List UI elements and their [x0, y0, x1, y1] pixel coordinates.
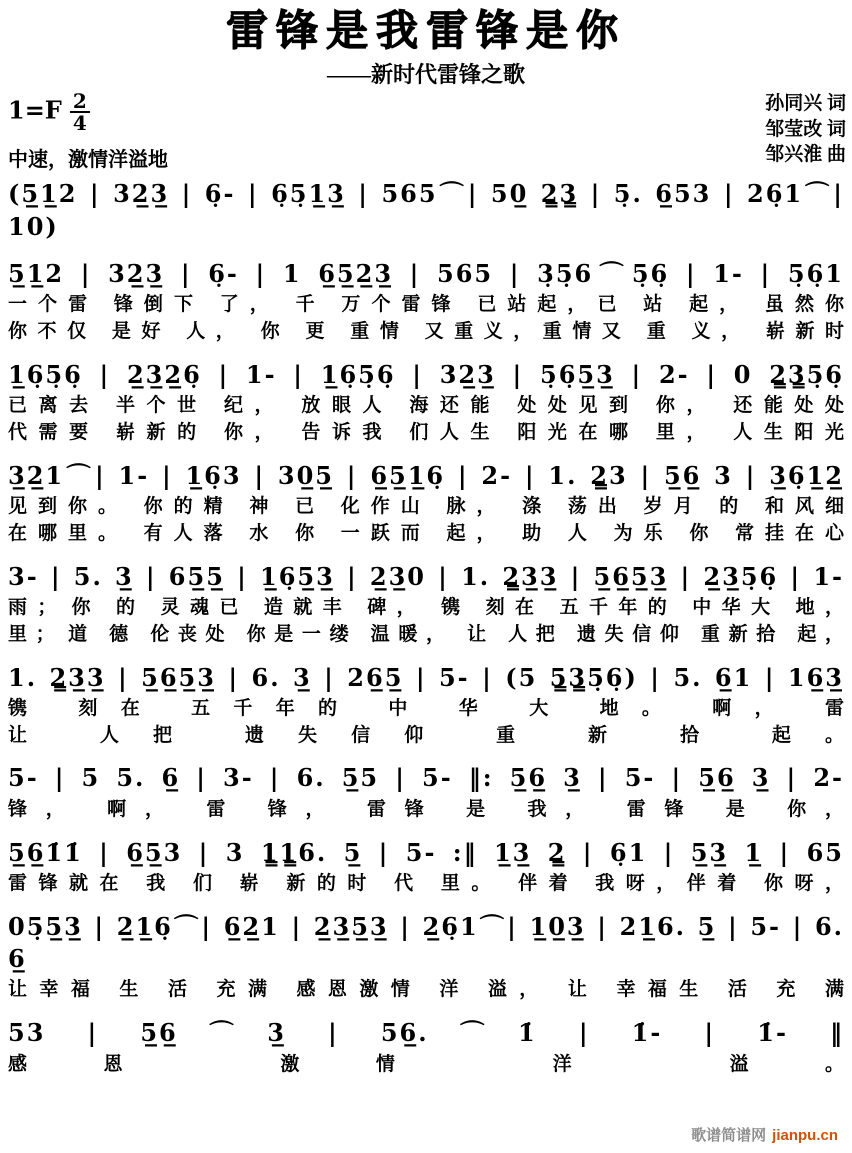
meta-row [0, 89, 852, 172]
jianpu-notation-line: (5̲1̲2 | 32̲3̲ | 6̣- | 6̣5̣1̲3̲ | 565⌒| 50̲ 2̳3̳ | 5̣. 6̲53 | 26̣1⌒| 10) [8, 179, 844, 241]
lyrics-block [8, 872, 844, 896]
notation-systems [0, 172, 852, 1076]
jianpu-notation-line: 3- | 5. 3̲ | 65̲5̲ | 1̲6̣5̲3̲ | 2̲3̲0 | 1. 2̳3̲3̲ | 5̲6̲5̲3̲ | 2̲3̲5̣6̣ | 1- [8, 561, 844, 591]
lyric-line: 在哪里。 有人落 水 你 一跃而 起， 助 人 为乐 你 常挂在心 [8, 522, 844, 544]
time-signature-numerator: 2 [70, 91, 90, 113]
lyrics-block [8, 978, 844, 1002]
key-signature-text: 1=F [8, 95, 62, 125]
lyrics-block [8, 293, 844, 344]
credit-line: 邹莹改 词 [765, 118, 846, 140]
music-system [8, 178, 844, 243]
music-system [8, 561, 844, 647]
music-system [8, 662, 844, 748]
jianpu-notation-line: 5̲6̲1̇1̇ | 6̲5̲3 | 3 1̳1̳6. 5̲ | 5- :‖ 1̲3̲ 2̳ | 6̣1 | 5̲3̲ 1̲ | 65 [8, 837, 844, 867]
credits-block [765, 91, 846, 168]
credit-line: 孙同兴 词 [765, 93, 846, 115]
jianpu-notation-line: 3̲2̲1⌒| 1- | 1̲6̣3 | 30̲5̲ | 6̲5̲1̲6̣ | 2- | 1. 2̳3 | 5̲6̲ 3 | 3̲6̣1̲2̲ [8, 460, 844, 490]
lyric-line: 锋， 啊， 雷 锋， 雷锋 是 我， 雷锋 是 你， [8, 798, 844, 820]
lyric-line: 让 人把 遗失信仰 重 新 拾 起。 [8, 724, 844, 746]
lyrics-block [8, 596, 844, 647]
jianpu-notation-line: 5̲1̲2 | 32̲3̲ | 6̣- | 1 6̲5̲2̲3̲ | 565 | 3̣5̣6⌒5̣6̣ | 1- | 5̣6̣1 [8, 258, 844, 288]
music-system [8, 359, 844, 445]
lyric-line: 你不仅 是好 人， 你 更 重情 又重义，重情又 重 义， 崭新时 [8, 321, 844, 343]
lyric-line: 已离去 半个世 纪， 放眼人 海还能 处处见到 你， 还能处处 [8, 395, 844, 417]
lyric-line: 镌 刻在 五千年的 中 华 大 地。 啊， 雷 [8, 697, 844, 719]
jianpu-notation-line: 53 | 5̲6̲⌒3̲ | 56̲.⌒1̇ | 1̇- | 1̇- ‖ [8, 1018, 844, 1048]
lyrics-block [8, 697, 844, 748]
lyric-line: 里； 道 德 伦丧处 你是一缕 温暖， 让 人把 遗失信仰 重新拾 起， [8, 623, 844, 645]
music-system [8, 258, 844, 344]
music-system [8, 1017, 844, 1076]
jianpu-notation-line: 1. 2̳3̲3̲ | 5̲6̲5̲3̲ | 6. 3̲ | 26̲5̲ | 5- | (5 5̳3̳5̣6̣) | 5. 6̲1 | 16̲3̲ [8, 662, 844, 692]
watermark [691, 1124, 838, 1145]
song-title: 雷锋是我雷锋是你 [225, 6, 626, 55]
lyrics-block [8, 495, 844, 546]
music-system [8, 460, 844, 546]
lyric-line: 感恩 激情 洋 溢。 [8, 1053, 844, 1075]
jianpu-notation-line: 1̲6̣5̣6̣ | 2̲3̲2̲6̣ | 1- | 1̲6̣5̣6̣ | 32̲3̲ | 5̣6̣5̲3̲ | 2- | 0 2̳3̳5̣6̣ [8, 359, 844, 389]
music-system [8, 762, 844, 821]
time-signature [70, 89, 90, 136]
lyrics-block [8, 798, 844, 822]
watermark-site-name: 歌谱简谱网 [691, 1127, 767, 1144]
jianpu-notation-line: 5- | 5 5. 6̲ | 3- | 6. 5̲5 | 5- ‖: 5̲6̲ 3̲ | 5- | 5̲6̲ 3̲ | 2- [8, 763, 844, 793]
lyric-line: 一个雷 锋倒下 了， 千 万个雷锋 已站起，已 站 起， 虽然你 [8, 294, 844, 316]
lyric-line: 见到你。 你的精 神 已 化作山 脉， 涤 荡出 岁月 的 和风细 [8, 496, 844, 518]
music-system [8, 911, 844, 1003]
credit-line: 邹兴淮 曲 [765, 144, 846, 166]
watermark-site-url: jianpu.cn [772, 1127, 838, 1144]
music-system [8, 837, 844, 896]
song-subtitle: ——新时代雷锋之歌 [326, 62, 525, 88]
lyrics-block [8, 394, 844, 445]
key-tempo-block [8, 91, 168, 172]
lyrics-block [8, 1053, 844, 1077]
tempo-marking: 中速，激情洋溢地 [8, 149, 168, 172]
jianpu-notation-line: 05̣5̲3̲ | 2̲1̲6̣⌒| 6̲2̲1 | 2̲3̲5̲3̲ | 2̲6̣1⌒| 1̲0̲3̲ | 21̲6. 5̲ | 5- | 6. 6̲ [8, 911, 844, 974]
lyric-line: 雨； 你 的 灵魂已 造就丰 碑， 镌 刻在 五千年的 中华大 地， [8, 597, 844, 619]
lyric-line: 代需要 崭新的 你， 告诉我 们人生 阳光在哪 里， 人生阳光 [8, 422, 844, 443]
key-signature [8, 89, 168, 136]
lyric-line: 让幸福 生 活 充满 感恩激情 洋 溢， 让 幸福生 活 充 满 [8, 979, 844, 1001]
time-signature-denominator: 4 [72, 111, 87, 136]
lyric-line: 雷锋就在 我 们 崭 新的时 代 里。 伴着 我呀，伴着 你呀， [8, 872, 844, 894]
